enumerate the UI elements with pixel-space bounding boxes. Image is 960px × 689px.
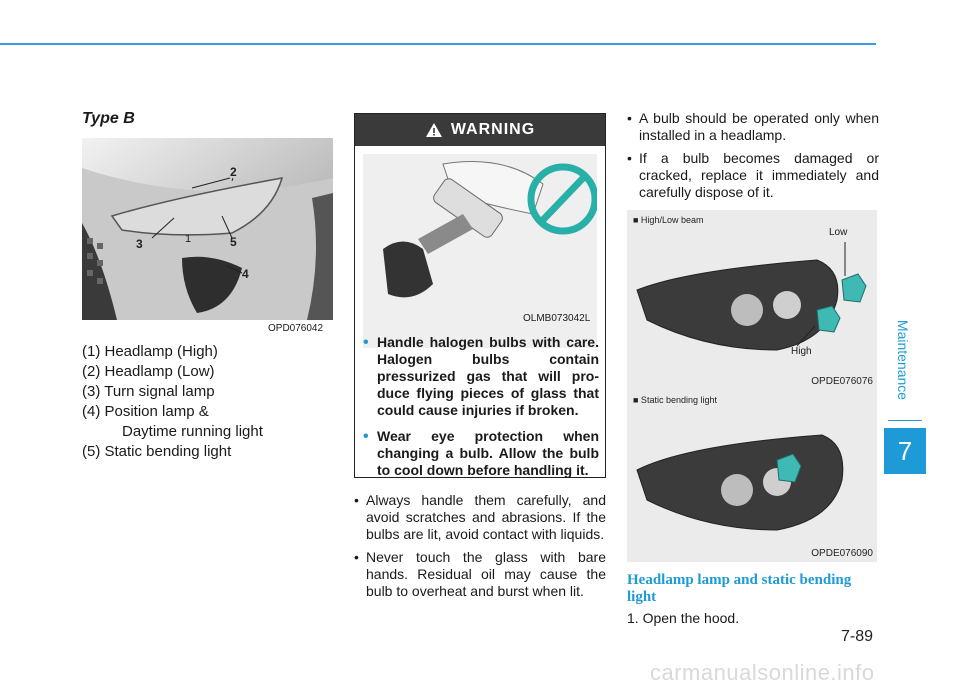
static-bending-figure (627, 390, 877, 562)
page-number: 7-89 (841, 628, 874, 645)
list-item: • If a bulb becomes damaged or cracked, replace it immediately and carefully dispose of it. (627, 150, 879, 200)
warning-item: • Handle halogen bulbs with care. Halogen bulbs contain pressurized gas that will pro-duce flying pieces of glass that could cause injuries if broken. (363, 334, 599, 418)
section-divider (888, 420, 922, 421)
figure4-tag: ■ Static bending light (633, 395, 717, 405)
part-item: (1) Headlamp (High) (82, 343, 218, 360)
part-item: Daytime running light (122, 423, 263, 440)
warning-triangle-icon (425, 122, 443, 138)
bulb-cautions-list (627, 110, 879, 207)
handling-list (354, 492, 606, 606)
step-1: 1. Open the hood. (627, 610, 740, 626)
parts-list (82, 342, 342, 462)
headlamp-front-figure (82, 138, 333, 320)
list-item: • Never touch the glass with bare hands. Residual oil may cause the bulb to overheat and burst when lit. (354, 549, 606, 599)
low-label: Low (829, 227, 848, 238)
figure4-code: OPDE076090 (811, 548, 873, 559)
callout-2: 2 (230, 165, 237, 179)
section-heading: Headlamp lamp and static bending light (627, 572, 852, 605)
type-heading: Type B (82, 110, 135, 127)
top-rule (0, 43, 876, 45)
chapter-tab[interactable]: 7 (884, 428, 926, 474)
figure3-code: OPDE076076 (811, 376, 873, 387)
warning-list (363, 334, 599, 488)
callout-1: 1 (185, 233, 192, 245)
list-item: • A bulb should be operated only when installed in a headlamp. (627, 110, 879, 143)
figure3-tag: ■ High/Low beam (633, 215, 704, 225)
watermark: carmanualsonline.info (650, 660, 875, 685)
list-item: • Always handle them carefully, and avoid scratches and abrasions. If the bulbs are lit, avoid contact with liquids. (354, 492, 606, 542)
warning-title: WARNING (450, 121, 536, 138)
callout-5: 5 (230, 235, 237, 249)
warning-item: • Wear eye protection when changing a bulb. Allow the bulb to cool down before handling it. (363, 428, 599, 478)
callout-4: 4 (242, 267, 249, 281)
part-item: (4) Position lamp & (82, 403, 209, 420)
callout-3: 3 (136, 237, 143, 251)
warning-header (355, 114, 605, 146)
part-item: (5) Static bending light (82, 443, 232, 460)
section-tab-label: Maintenance (895, 319, 911, 401)
part-item: (2) Headlamp (Low) (82, 363, 215, 380)
high-low-beam-figure (627, 210, 877, 390)
high-label: High (791, 346, 812, 357)
warning-image-code: OLMB073042L (523, 313, 591, 324)
warning-box (354, 113, 606, 478)
figure1-code: OPD076042 (268, 323, 324, 334)
part-item: (3) Turn signal lamp (82, 383, 215, 400)
